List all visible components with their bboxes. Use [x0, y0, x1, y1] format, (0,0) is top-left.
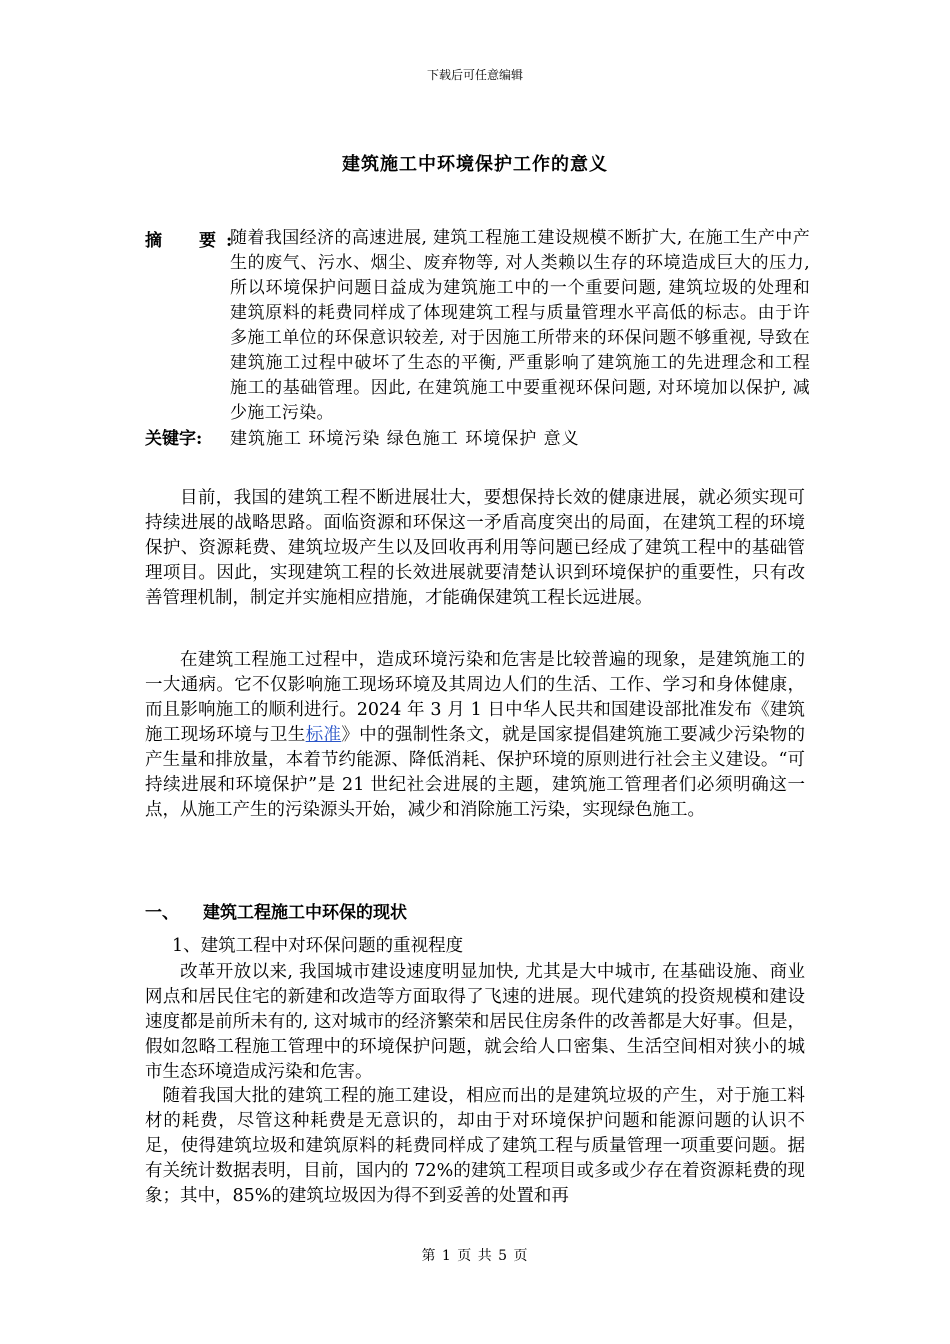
page-header-note: 下载后可任意编辑	[426, 68, 523, 82]
abstract-text: 随着我国经济的高速进展, 建筑工程施工建设规模不断扩大, 在施工生产中产生的废气、污水、烟尘、废弃物等, 对人类赖以生存的环境造成巨大的压力, 所以环境保护问题日益成为建筑施工中的一个重要问题, 建筑垃圾的处理和建筑原料的耗费同样成了体现建筑工程与质量管理水平高低的标志。由于许多施工单位的环保意识较差, 对于因施工所带来的环保问题不够重视, 导致在建筑施工过程中破坏了生态的平衡, 严重影响了建筑施工的先进理念和工程施工的基础管理。因此, 在建筑施工中要重视环保问题, 对环境加以保护, 减少施工污染。	[230, 228, 810, 423]
standard-link[interactable]: 标准	[305, 725, 342, 745]
document-title: 建筑施工中环境保护工作的意义	[342, 154, 608, 175]
abstract-label: 摘 要:	[145, 231, 243, 251]
keywords-label: 关键字:	[145, 429, 203, 449]
paragraph-intro-2-part-a: 在建筑工程施工过程中，造成环境污染和危害是比较普遍的现象，是建筑施工的一大通病。它不仅影响施工现场环境及其周边人们的生活、工作、学习和身体健康，而且影响施工的顺利进行。2024 年 3 月 1 日中华人民共和国建设部批准发布《建筑施工现场环境与卫生	[145, 650, 805, 745]
section-1-number: 一、	[145, 903, 179, 923]
section-1-title: 建筑工程施工中环保的现状	[203, 903, 407, 923]
page-footer-number: 第 1 页 共 5 页	[421, 1248, 529, 1264]
section-1-heading	[145, 898, 407, 923]
keywords-text: 建筑施工 环境污染 绿色施工 环境保护 意义	[230, 429, 580, 449]
paragraph-section-1-a: 改革开放以来, 我国城市建设速度明显加快, 尤其是大中城市, 在基础设施、商业网点和居民住宅的新建和改造等方面取得了飞速的进展。现代建筑的投资规模和建设速度都是前所未有的, 这对城市的经济繁荣和居民住房条件的改善都是大好事。但是，假如忽略工程施工管理中的环境保护问题，就会给人口密集、生活空间相对狭小的城市生态环境造成污染和危害。	[145, 962, 805, 1082]
paragraph-section-1-b: 随着我国大批的建筑工程的施工建设，相应而出的是建筑垃圾的产生，对于施工料材的耗费，尽管这种耗费是无意识的，却由于对环境保护问题和能源问题的认识不足，使得建筑垃圾和建筑原料的耗费同样成了建筑工程与质量管理一项重要问题。据有关统计数据表明，目前，国内的 72%的建筑工程项目或多或少存在着资源耗费的现象；其中，85%的建筑垃圾因为得不到妥善的处置和再	[145, 1086, 805, 1206]
paragraph-intro-1: 目前，我国的建筑工程不断进展壮大，要想保持长效的健康进展，就必须实现可持续进展的战略思路。面临资源和环保这一矛盾高度突出的局面，在建筑工程的环境保护、资源耗费、建筑垃圾产生以及回收再利用等问题已经成了建筑工程中的基础管理项目。因此，实现建筑工程的长效进展就要清楚认识到环境保护的重要性，只有改善管理机制，制定并实施相应措施，才能确保建筑工程长远进展。	[145, 488, 805, 608]
subsection-1-1-heading: 1、建筑工程中对环保问题的重视程度	[172, 936, 464, 956]
paragraph-intro-2	[145, 648, 805, 823]
paragraph-intro-2-part-b: 》中的强制性条文，就是国家提倡建筑施工要减少污染物的产生量和排放量，本着节约能源、降低消耗、保护环境的原则进行社会主义建设。“可持续进展和环境保护”是 21 世纪社会进展的主题，建筑施工管理者们必须明确这一点，从施工产生的污染源头开始，减少和消除施工污染，实现绿色施工。	[145, 725, 806, 820]
